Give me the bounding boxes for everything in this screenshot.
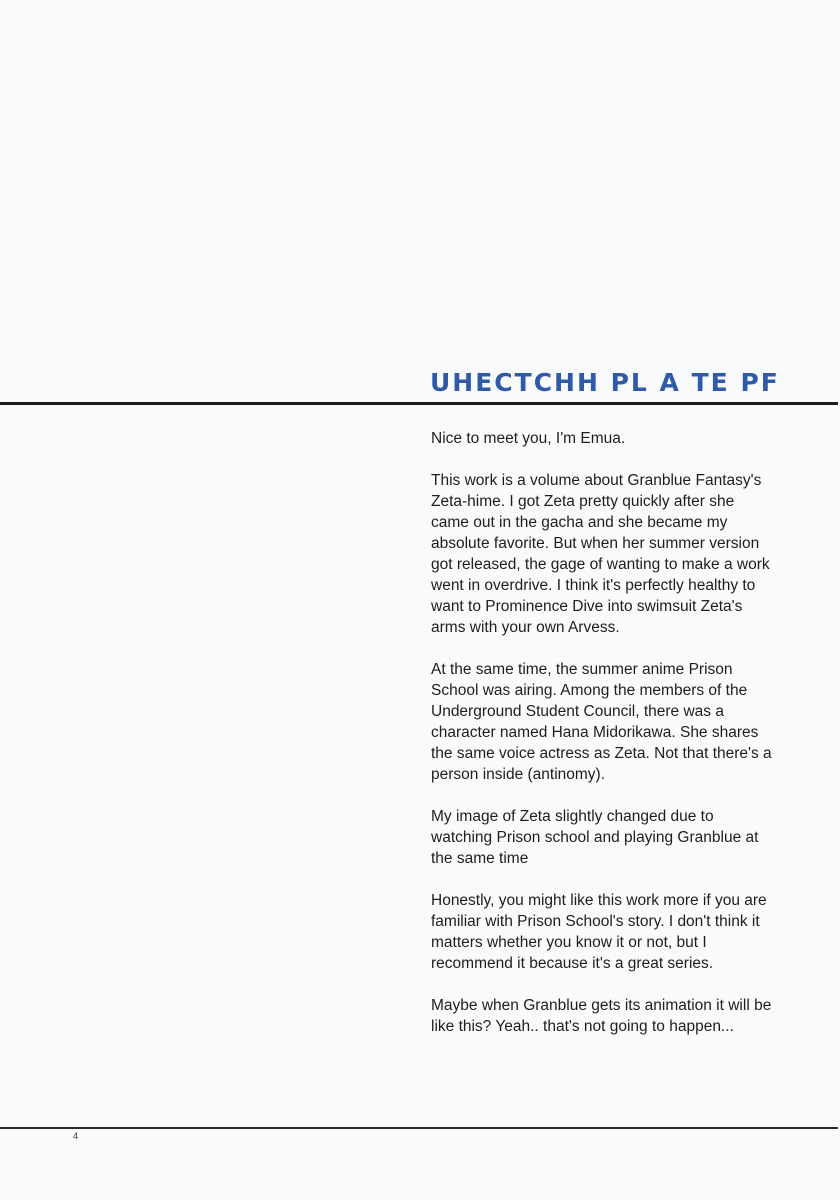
paragraph-closing: Maybe when Granblue gets its animation it will be like this? Yeah.. that's not going to happen... [431,997,772,1035]
afterword-text [431,428,776,1058]
paragraph-prison-school: At the same time, the summer anime Prison School was airing. Among the members of the Underground Student Council, there was a character named Hana Midorikawa. She shares the same voice actress as Zeta. Not that there's a person inside (antinomy). [431,661,772,783]
section-title: UHECTCHH PL A TE PF [430,368,780,397]
paragraph-recommendation: Honestly, you might like this work more if you are familiar with Prison School's story. I don't think it matters whether you know it or not, but I recommend it because it's a great series. [431,892,767,972]
page-number: 4 [73,1131,79,1141]
paragraph-greeting: Nice to meet you, I'm Emua. [431,430,626,447]
paragraph-about-work: This work is a volume about Granblue Fantasy's Zeta-hime. I got Zeta pretty quickly after she came out in the gacha and she became my absolute favorite. But when her summer version got released, the gage of wanting to make a work went in overdrive. I think it's perfectly healthy to want to Prominence Dive into swimsuit Zeta's arms with your own Arvess. [431,472,770,636]
bottom-divider [0,1127,838,1129]
paragraph-image-changed: My image of Zeta slightly changed due to watching Prison school and playing Granblue at the same time [431,808,759,867]
top-divider [0,402,838,405]
